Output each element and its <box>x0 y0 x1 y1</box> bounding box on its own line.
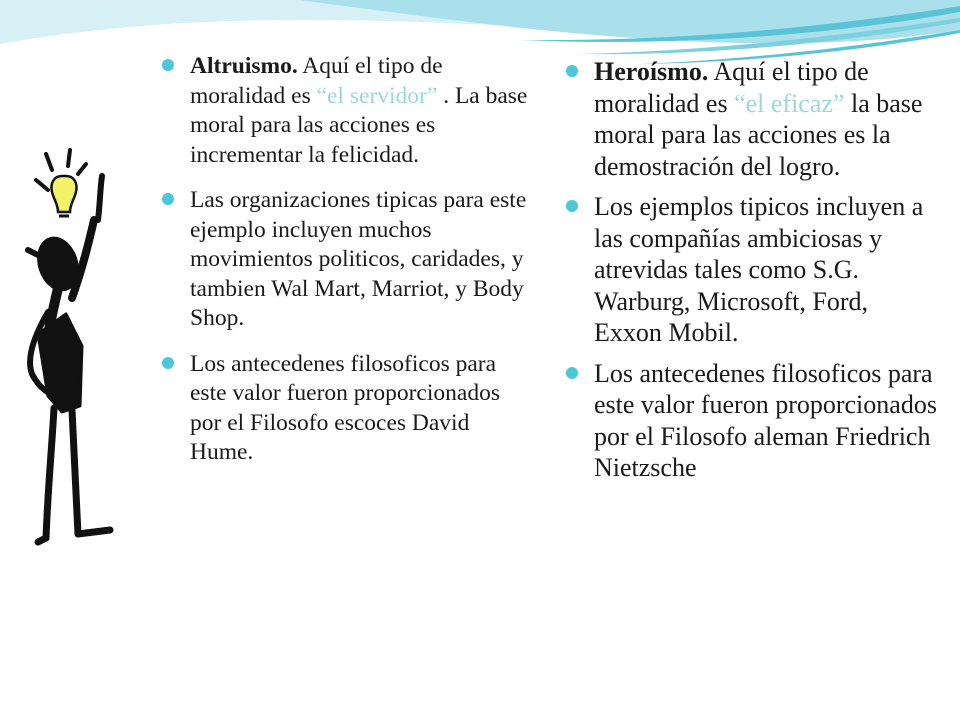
term-heroismo: Heroísmo. <box>594 57 709 86</box>
item-text: Los antecedenes filosoficos para este valor fueron proporcionados por el Filosofo escoces David Hume. <box>190 350 500 465</box>
item-lead: Aquí el tipo de moralidad es <box>190 53 443 109</box>
bullet-icon <box>566 367 578 379</box>
list-item <box>162 350 534 468</box>
bullet-icon <box>162 357 174 369</box>
item-tail: la base moral para las acciones es la demostración del logro. <box>594 88 923 181</box>
quoted-eficaz: “el eficaz” <box>734 88 845 118</box>
stick-figure-idea-icon <box>14 146 140 566</box>
right-column <box>566 56 938 493</box>
list-item <box>566 191 938 349</box>
bullet-icon <box>162 59 174 71</box>
figure-body <box>28 176 110 542</box>
list-item <box>162 186 534 334</box>
right-bullet-list <box>566 56 938 484</box>
lightbulb-icon <box>51 176 76 216</box>
list-item-heroismo <box>566 56 938 182</box>
bullet-icon <box>566 65 578 77</box>
left-column <box>162 52 534 484</box>
bullet-icon <box>566 200 578 212</box>
bullet-icon <box>162 193 174 205</box>
left-bullet-list <box>162 52 534 468</box>
item-text: Los ejemplos tipicos incluyen a las compañías ambiciosas y atrevidas tales como S.G. Warburg, Microsoft, Ford, Exxon Mobil. <box>594 192 924 347</box>
term-altruismo: Altruismo. <box>190 53 298 79</box>
item-lead: Aquí el tipo de moralidad es <box>594 57 869 118</box>
quoted-servidor: “el servidor” <box>316 82 438 109</box>
list-item <box>566 358 938 484</box>
item-text: Los antecedenes filosoficos para este valor fueron proporcionados por el Filosofo aleman Friedrich Nietzsche <box>594 358 937 482</box>
item-text: Las organizaciones tipicas para este ejemplo incluyen muchos movimientos politicos, caridades, y tambien Wal Mart, Marriot, y Body Shop. <box>190 187 527 331</box>
list-item-altruismo <box>162 52 534 170</box>
item-tail: . La base moral para las acciones es incrementar la felicidad. <box>190 82 528 168</box>
